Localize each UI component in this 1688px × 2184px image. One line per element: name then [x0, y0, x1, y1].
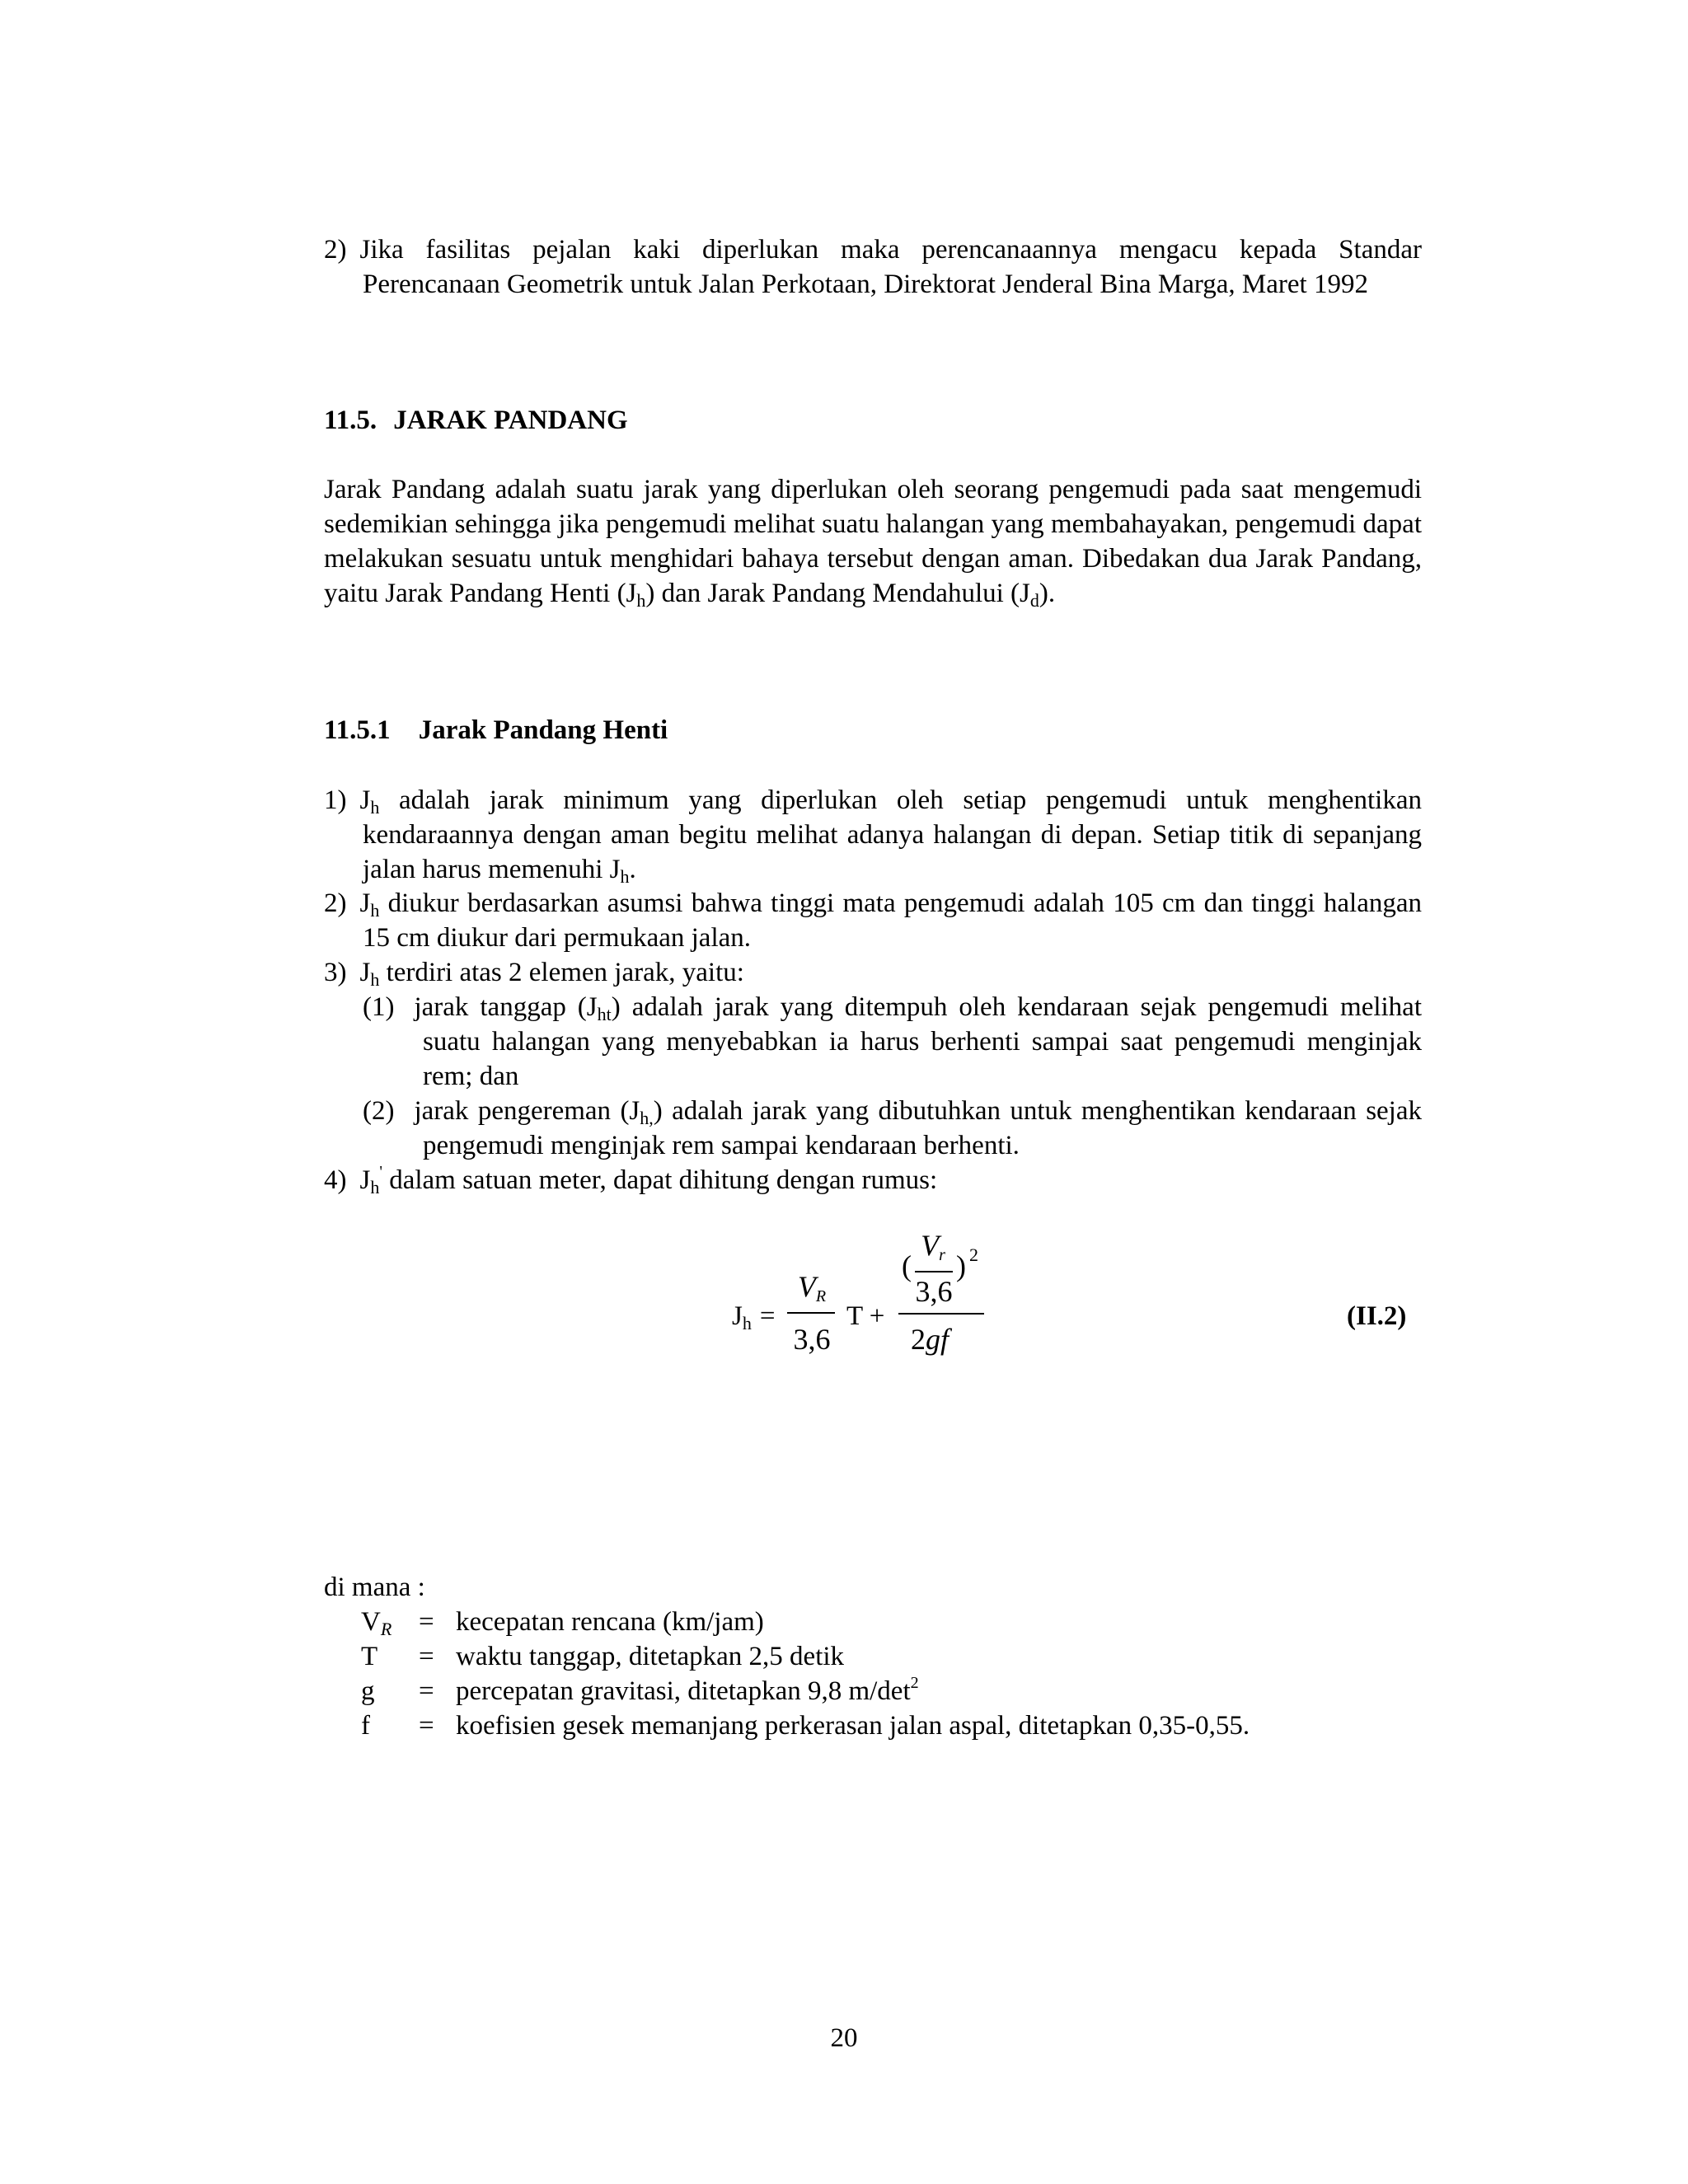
inner-fraction-line: [915, 1271, 953, 1272]
fraction2-line: [898, 1313, 984, 1315]
fraction1-line: [787, 1312, 835, 1314]
list-item-3: 3) $J_h$ terdiri atas 2 elemen jarak, yaitu:: [324, 958, 744, 990]
formula-lhs: $J_h$ =: [732, 1301, 776, 1333]
inner-close-paren: ): [956, 1249, 966, 1282]
inner-numerator: $V_r$: [921, 1229, 945, 1264]
fraction1-numerator: $V_R$: [797, 1270, 827, 1305]
section-paragraph: Jarak Pandang adalah suatu jarak yang diperlukan oleh seorang pengemudi pada saat mengemudi sedemikian sehingga jika pengemudi melihat suatu halangan yang membahayakan, pengemudi dapat melakukan sesuatu untuk menghidari bahaya tersebut dengan aman. Dibedakan dua Jarak Pandang, yaitu Jarak Pandang Henti $(J_h)$ dan Jarak Pandang Mendahului $(J_d)$.: [324, 475, 1422, 611]
section-title: JARAK PANDANG: [393, 405, 628, 435]
list-item-1: 1) $J_h$ adalah jarak minimum yang diperlukan oleh setiap pengemudi untuk menghentikan kendaraannya dengan aman begitu melihat adanya halangan di depan. Setiap titik di sepanjang jalan harus memenuhi $J_h$.: [324, 785, 1422, 887]
list-item-2: 2) $J_h$ diukur berdasarkan asumsi bahwa tinggi mata pengemudi adalah 105 cm dan tinggi halangan 15 cm diukur dari permukaan jalan.: [324, 888, 1422, 953]
list-text: Jika fasilitas pejalan kaki diperlukan maka perencanaannya mengacu kepada Standar Perencanaan Geometrik untuk Jalan Perkotaan, Direktorat Jenderal Bina Marga, Maret 1992: [359, 235, 1422, 299]
list-number: 2): [324, 235, 347, 265]
inner-open-paren: (: [902, 1249, 912, 1282]
list-item-4: 4) $J_h'$ dalam satuan meter, dapat dihitung dengan rumus:: [324, 1163, 938, 1197]
sub-list-item-2: (2) jarak pengereman $(J_{h,})$ adalah jarak yang dibutuhkan untuk menghentikan kendaraan sejak pengemudi menginjak rem sampai kendaraan berhenti.: [363, 1096, 1422, 1160]
fraction1-denominator: 3,6: [793, 1323, 831, 1356]
inner-power: 2: [969, 1244, 978, 1265]
sub-list-item-1: (1) jarak tanggap $(J_{ht})$ adalah jarak yang ditempuh oleh kendaraan sejak pengemudi melihat suatu halangan yang menyebabkan ia harus berhenti sampai saat pengemudi menginjak rem; dan: [363, 992, 1422, 1091]
section-number: 11.5.: [324, 405, 377, 435]
fraction2-denominator: 2gf: [911, 1323, 950, 1356]
equation-label: (II.2): [1347, 1301, 1407, 1331]
page-number: 20: [830, 2023, 858, 2053]
subsection-title: Jarak Pandang Henti: [418, 715, 668, 745]
inner-denominator: 3,6: [915, 1275, 953, 1308]
formula-t: T +: [846, 1301, 885, 1331]
definitions-intro: di mana :: [324, 1572, 425, 1602]
subsection-number: 11.5.1: [324, 715, 391, 745]
